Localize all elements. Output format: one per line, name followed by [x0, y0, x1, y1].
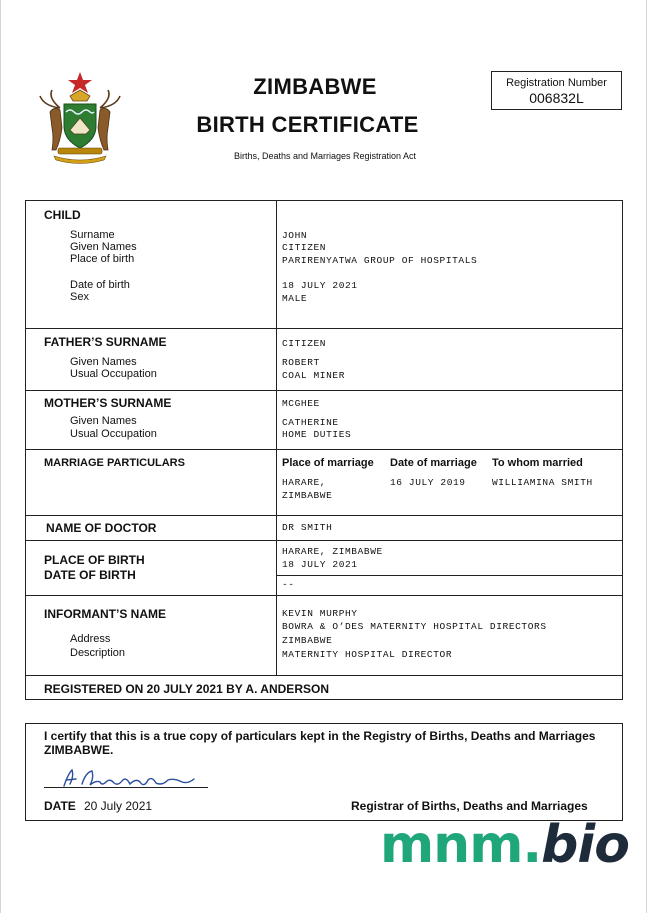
child-sex-value: MALE — [282, 293, 308, 304]
row-divider — [26, 675, 622, 676]
father-occupation-label: Usual Occupation — [70, 368, 157, 380]
certification-date-label: DATE — [44, 799, 76, 813]
mother-surname-value: MCGHEE — [282, 398, 320, 409]
marriage-particulars-heading: MARRIAGE PARTICULARS — [44, 457, 185, 469]
doctor-name-value: DR SMITH — [282, 522, 333, 533]
informant-heading: INFORMANT’S NAME — [44, 607, 166, 621]
row-divider — [26, 449, 622, 450]
certification-statement: I certify that this is a true copy of particulars kept in the Registry of Births, Deaths and Marriages ZIMBABWE. — [44, 729, 596, 757]
child-heading: CHILD — [44, 208, 81, 222]
act-subtitle: Births, Deaths and Marriages Registration Act — [233, 151, 417, 161]
certification-date-value: 20 July 2021 — [84, 799, 153, 813]
registration-number-label: Registration Number — [506, 77, 607, 89]
doctor-heading: NAME OF DOCTOR — [46, 521, 157, 535]
father-surname-heading: FATHER’S SURNAME — [44, 335, 167, 349]
column-divider — [276, 201, 277, 675]
mother-given-names-label: Given Names — [70, 415, 137, 427]
father-surname-value: CITIZEN — [282, 338, 327, 349]
child-surname-value: JOHN — [282, 230, 308, 241]
father-given-names-value: ROBERT — [282, 357, 320, 368]
registration-number-value: 006832L — [529, 90, 584, 106]
father-occupation-value: COAL MINER — [282, 370, 346, 381]
informant-address-line1: BOWRA & O’DES MATERNITY HOSPITAL DIRECTORS — [282, 621, 547, 632]
document-title: BIRTH CERTIFICATE — [196, 112, 419, 137]
informant-description-label: Description — [70, 647, 126, 659]
mother-surname-heading: MOTHER’S SURNAME — [44, 396, 172, 410]
row-divider — [26, 328, 622, 329]
watermark-part2: bio — [541, 815, 629, 875]
to-whom-married-value: WILLIAMINA SMITH — [492, 477, 593, 488]
child-sex-label: Sex — [70, 291, 89, 303]
mother-occupation-value: HOME DUTIES — [282, 429, 352, 440]
registrar-title: Registrar of Births, Deaths and Marriages — [351, 799, 588, 813]
row-divider — [26, 540, 622, 541]
mother-given-names-value: CATHERINE — [282, 417, 339, 428]
father-given-names-label: Given Names — [70, 356, 137, 368]
informant-address-line2: ZIMBABWE — [282, 635, 333, 646]
child-date-of-birth-value: 18 JULY 2021 — [282, 280, 358, 291]
child-place-of-birth-label: Place of birth — [70, 253, 135, 265]
signature-line — [44, 787, 208, 788]
coat-of-arms-emblem — [30, 68, 130, 164]
particulars-table — [25, 200, 623, 700]
informant-address-label: Address — [70, 633, 111, 645]
informant-name-value: KEVIN MURPHY — [282, 608, 358, 619]
child-surname-label: Surname — [70, 229, 115, 241]
row-divider — [26, 515, 622, 516]
place-of-marriage-line1: HARARE, — [282, 477, 327, 488]
child-date-of-birth-label: Date of birth — [70, 279, 130, 291]
row-divider — [26, 595, 622, 596]
child-given-names-label: Given Names — [70, 241, 137, 253]
certification-box — [25, 723, 623, 821]
place-of-birth-value: HARARE, ZIMBABWE — [282, 546, 383, 557]
row-divider — [26, 390, 622, 391]
child-place-of-birth-value: PARIRENYATWA GROUP OF HOSPITALS — [282, 255, 478, 266]
country-title: ZIMBABWE — [253, 74, 377, 99]
to-whom-married-header: To whom married — [492, 457, 583, 469]
registration-number-box — [491, 71, 622, 110]
informant-description-value: MATERNITY HOSPITAL DIRECTOR — [282, 649, 453, 660]
date-of-birth-value: 18 JULY 2021 — [282, 559, 358, 570]
date-of-marriage-header: Date of marriage — [390, 457, 477, 469]
place-of-marriage-header: Place of marriage — [282, 457, 374, 469]
sub-row-divider — [276, 575, 622, 576]
mother-occupation-label: Usual Occupation — [70, 428, 157, 440]
child-given-names-value: CITIZEN — [282, 242, 327, 253]
registered-on-statement: REGISTERED ON 20 JULY 2021 BY A. ANDERSON — [44, 682, 329, 696]
birth-extra-value: -- — [282, 579, 295, 590]
watermark-part1: mnm. — [380, 815, 542, 875]
date-of-birth-heading: DATE OF BIRTH — [44, 568, 136, 582]
place-of-birth-heading: PLACE OF BIRTH — [44, 553, 145, 567]
watermark-logo — [380, 815, 629, 875]
date-of-marriage-value: 16 JULY 2019 — [390, 477, 466, 488]
place-of-marriage-line2: ZIMBABWE — [282, 490, 333, 501]
